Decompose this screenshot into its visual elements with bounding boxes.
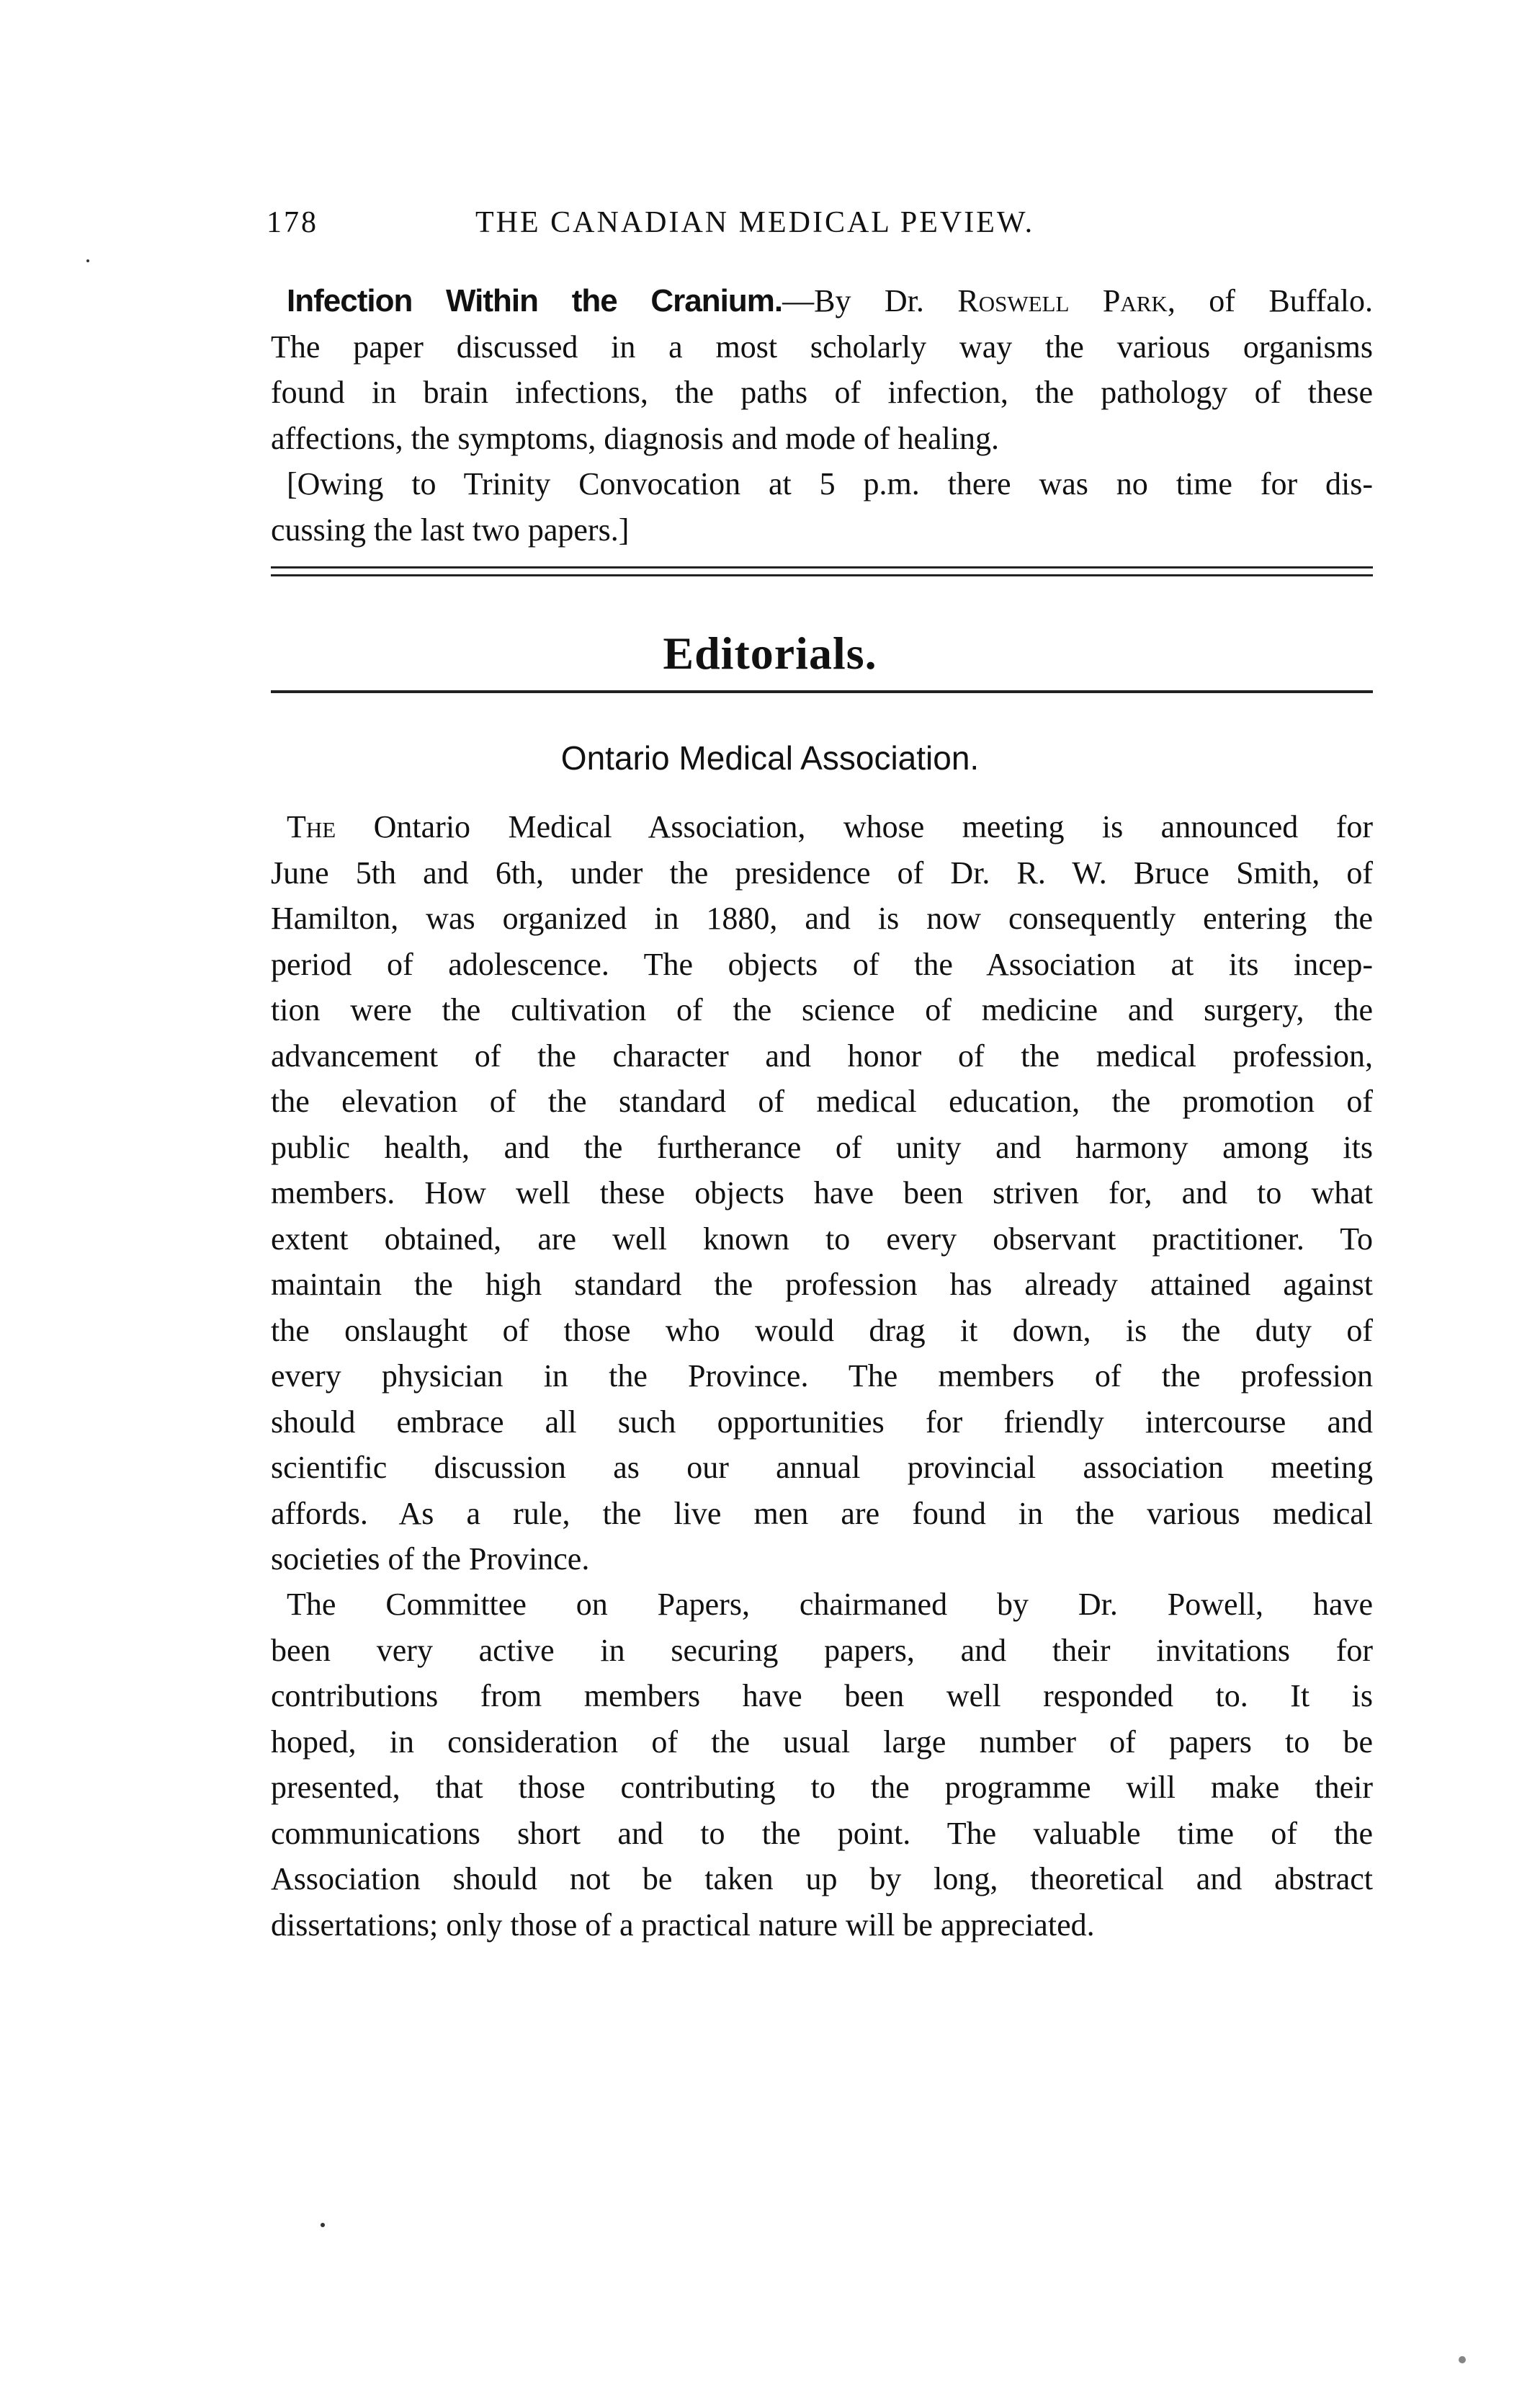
- text-line: tion were the cultivation of the science of medicine and surgery, the: [271, 992, 1373, 1027]
- text-line: public health, and the furtherance of unity and harmony among its: [271, 1129, 1373, 1165]
- text-line: found in brain infections, the paths of infection, the pathology of these: [271, 375, 1373, 410]
- double-rule-bottom: [271, 574, 1373, 576]
- text-line: should embrace all such opportunities for friendly intercourse and: [271, 1404, 1373, 1440]
- text-line: scientific discussion as our annual provincial association meeting: [271, 1450, 1373, 1485]
- text-line: affections, the symptoms, diagnosis and mode of healing.: [271, 420, 1000, 456]
- text-line: extent obtained, are well known to every observant practitioner. To: [271, 1221, 1373, 1257]
- text-line: advancement of the character and honor of the medical profession,: [271, 1038, 1373, 1074]
- paragraph-1: [271, 804, 1373, 1582]
- text-line: affords. As a rule, the live men are found in the various medical: [271, 1495, 1373, 1531]
- text-line: period of adolescence. The objects of the Association at its incep-: [271, 946, 1373, 982]
- article-title: Ontario Medical Association.: [560, 739, 980, 777]
- text-line: dissertations; only those of a practical nature will be appreciated.: [271, 1907, 1095, 1943]
- text-line: communications short and to the point. The valuable time of the: [271, 1815, 1373, 1851]
- text-line: Association should not be taken up by long, theoretical and abstract: [271, 1861, 1373, 1896]
- scan-speck: [1459, 2356, 1466, 2363]
- text-line: maintain the high standard the profession has already attained against: [271, 1267, 1373, 1302]
- text-line: been very active in securing papers, and their invitations for: [271, 1632, 1373, 1668]
- double-rule-top: [271, 566, 1373, 568]
- text-line: every physician in the Province. The members of the profession: [271, 1358, 1373, 1394]
- text-line: societies of the Province.: [271, 1541, 590, 1577]
- text-line: [271, 804, 1373, 850]
- scan-speck: [321, 2223, 325, 2227]
- text-line: The paper discussed in a most scholarly way the various organisms: [271, 329, 1373, 365]
- text-line: cussing the last two papers.]: [271, 512, 630, 548]
- running-title: THE CANADIAN MEDICAL PEVIEW.: [475, 206, 1035, 239]
- author-name: Roswell Park: [957, 283, 1168, 318]
- first-line-rest: Ontario Medical Association, whose meeting is announced for: [336, 809, 1373, 844]
- section-title: Infection Within the Cranium.: [287, 283, 783, 318]
- text-line: hoped, in consideration of the usual large number of papers to be: [271, 1724, 1373, 1760]
- editorials-heading: Editorials.: [663, 628, 877, 679]
- byline-suffix: , of Buffalo.: [1167, 283, 1374, 318]
- section-infection-cranium: [271, 278, 1373, 553]
- paragraph-2: [271, 1582, 1373, 1948]
- text-line: contributions from members have been well responded to. It is: [271, 1678, 1373, 1713]
- text-line: the onslaught of those who would drag it down, is the duty of: [271, 1312, 1373, 1348]
- section-title-line: [271, 278, 1373, 324]
- text-line: [Owing to Trinity Convocation at 5 p.m. there was no time for dis-: [287, 466, 1373, 501]
- byline-prefix: —By Dr.: [782, 283, 958, 318]
- heading-rule: [271, 690, 1373, 693]
- text-line: presented, that those contributing to the programme will make their: [271, 1770, 1373, 1805]
- text-line: The Committee on Papers, chairmaned by Dr. Powell, have: [287, 1587, 1373, 1622]
- text-line: June 5th and 6th, under the presidence of Dr. R. W. Bruce Smith, of: [271, 855, 1373, 891]
- text-line: the elevation of the standard of medical education, the promotion of: [271, 1084, 1373, 1119]
- scan-speck: [86, 259, 89, 262]
- text-line: members. How well these objects have been striven for, and to what: [271, 1175, 1373, 1210]
- page-number: 178: [267, 206, 318, 239]
- first-word: The: [287, 809, 336, 844]
- text-line: Hamilton, was organized in 1880, and is now consequently entering the: [271, 901, 1373, 936]
